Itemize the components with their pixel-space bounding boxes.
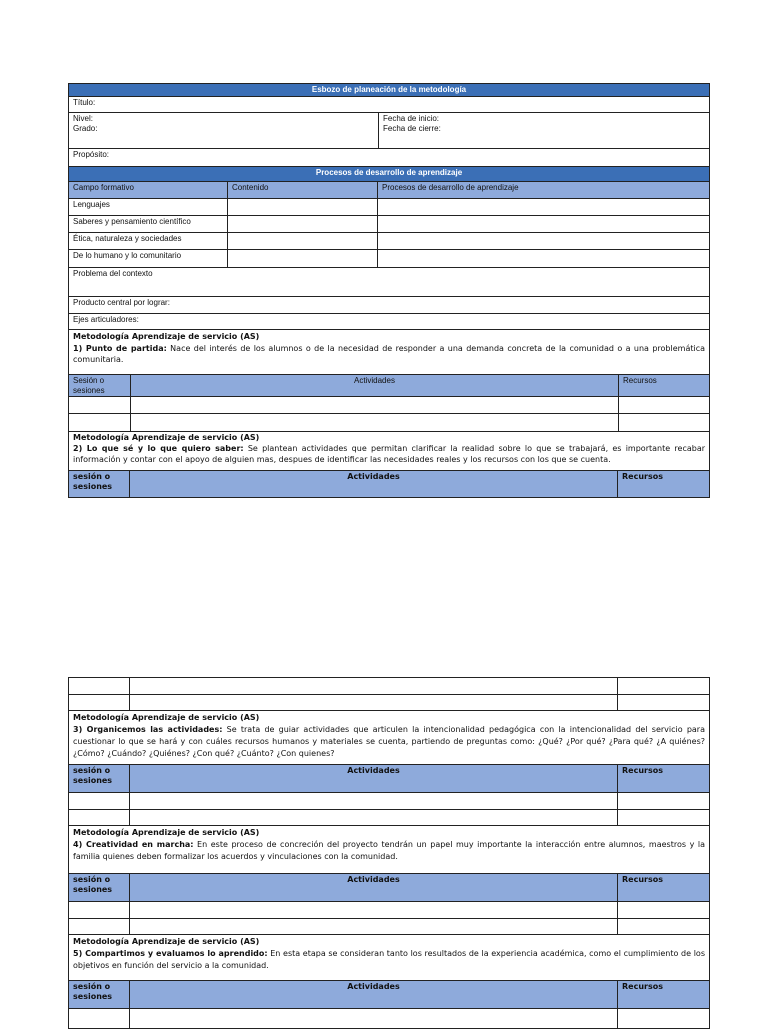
col-sesion: sesión o sesiones <box>69 765 130 792</box>
ejes-field[interactable]: Ejes articuladores: <box>73 315 139 324</box>
col-procesos: Procesos de desarrollo de aprendizaje <box>382 183 519 192</box>
recursos-cell[interactable] <box>619 414 709 431</box>
campo-humano: De lo humano y lo comunitario <box>69 250 228 267</box>
col-recursos: Recursos <box>623 376 657 385</box>
table-row <box>68 793 710 810</box>
fechas-cell[interactable] <box>379 113 709 148</box>
phase-3-columns-row <box>68 765 710 793</box>
actividades-cell[interactable] <box>130 919 618 934</box>
phase-4-description <box>68 826 710 874</box>
recursos-cell[interactable] <box>618 695 709 710</box>
metodologia-title: Metodología Aprendizaje de servicio (AS) <box>73 433 260 442</box>
producto-field[interactable]: Producto central por lograr: <box>73 298 170 307</box>
campo-row <box>68 199 710 216</box>
titulo-field[interactable]: Título: <box>73 98 96 107</box>
sesion-cell[interactable] <box>69 695 130 710</box>
phase-1-title: 1) Punto de partida: <box>73 343 167 353</box>
proposito-row <box>68 149 710 167</box>
phase-5-title: 5) Compartimos y evaluamos lo aprendido: <box>73 949 268 958</box>
phase-1-description <box>68 330 710 375</box>
problema-field[interactable]: Problema del contexto <box>73 269 153 278</box>
contenido-cell[interactable] <box>228 250 378 267</box>
phase-4-title: 4) Creatividad en marcha: <box>73 840 194 849</box>
actividades-cell[interactable] <box>130 902 618 918</box>
nivel-grado-cell[interactable] <box>69 113 379 148</box>
phase-5-text: En esta etapa se consideran tanto los resultados de la experiencia académica, como el cumplimiento de los objetivos en función del servicio a la comunidad. <box>73 949 705 970</box>
contenido-cell[interactable] <box>228 216 378 232</box>
proposito-field[interactable]: Propósito: <box>73 150 110 159</box>
sesion-cell[interactable] <box>69 793 130 809</box>
table-row <box>68 902 710 919</box>
recursos-cell[interactable] <box>619 397 709 413</box>
planning-form-page-1 <box>68 83 710 498</box>
col-actividades: Actividades <box>130 874 618 901</box>
table-row <box>68 397 710 414</box>
form-header-text: Esbozo de planeación de la metodología <box>311 85 467 94</box>
col-recursos: Recursos <box>622 766 663 775</box>
form-header <box>68 83 710 97</box>
procesos-header <box>68 167 710 182</box>
phase-2-columns-row <box>68 471 710 498</box>
nivel-label: Nivel: <box>73 114 94 123</box>
sesion-cell[interactable] <box>69 678 130 694</box>
campo-row <box>68 233 710 250</box>
col-actividades: Actividades <box>130 981 618 1008</box>
procesos-cell[interactable] <box>378 250 709 267</box>
procesos-cell[interactable] <box>378 233 709 249</box>
table-row <box>68 919 710 935</box>
col-campo-formativo: Campo formativo <box>69 182 228 198</box>
sesion-cell[interactable] <box>69 397 131 413</box>
procesos-cell[interactable] <box>378 199 709 215</box>
col-sesion: sesión o sesiones <box>69 471 130 497</box>
metodologia-title: Metodología Aprendizaje de servicio (AS) <box>73 332 260 341</box>
actividades-cell[interactable] <box>130 678 618 694</box>
phase-5-columns-row <box>68 981 710 1009</box>
phase-3-description <box>68 711 710 765</box>
table-row <box>68 810 710 826</box>
col-recursos: Recursos <box>622 875 663 884</box>
actividades-cell[interactable] <box>131 414 619 431</box>
campo-row <box>68 216 710 233</box>
actividades-cell[interactable] <box>130 793 618 809</box>
table-row <box>68 695 710 711</box>
campos-columns-row <box>68 182 710 199</box>
nivel-grado-row <box>68 113 710 149</box>
campo-row <box>68 250 710 268</box>
recursos-cell[interactable] <box>618 793 709 809</box>
actividades-cell[interactable] <box>130 695 618 710</box>
procesos-cell[interactable] <box>378 216 709 232</box>
col-recursos: Recursos <box>622 472 663 481</box>
actividades-cell[interactable] <box>131 397 619 413</box>
contenido-cell[interactable] <box>228 199 378 215</box>
recursos-cell[interactable] <box>618 678 709 694</box>
phase-4-text: En este proceso de concreción del proyecto tendrán un papel muy importante la interacción entre alumnos, maestros y la familia quienes deben formalizar los acuerdos y vinculaciones con la comunidad. <box>73 840 705 861</box>
recursos-cell[interactable] <box>618 919 709 934</box>
col-actividades: Actividades <box>131 375 619 396</box>
phase-2-title: 2) Lo que sé y lo que quiero saber: <box>73 443 244 453</box>
problema-row <box>68 268 710 297</box>
contenido-cell[interactable] <box>228 233 378 249</box>
phase-1-text: Nace del interés de los alumnos o de la necesidad de responder a una demanda concreta de la comunidad o a una problemática comunitaria. <box>73 343 706 365</box>
table-row <box>68 414 710 432</box>
recursos-cell[interactable] <box>618 902 709 918</box>
phase-3-title: 3) Organicemos las actividades: <box>73 725 223 734</box>
procesos-header-text: Procesos de desarrollo de aprendizaje <box>315 168 463 177</box>
sesion-cell[interactable] <box>69 1009 130 1028</box>
metodologia-title: Metodología Aprendizaje de servicio (AS) <box>73 937 260 946</box>
campo-lenguajes: Lenguajes <box>69 199 228 215</box>
sesion-cell[interactable] <box>69 902 130 918</box>
planning-form-page-2 <box>68 677 710 1029</box>
phase-4-columns-row <box>68 874 710 902</box>
sesion-cell[interactable] <box>69 414 131 431</box>
col-sesion: sesión o sesiones <box>69 874 130 901</box>
ejes-row <box>68 314 710 330</box>
metodologia-title: Metodología Aprendizaje de servicio (AS) <box>73 713 260 722</box>
recursos-cell[interactable] <box>618 810 709 825</box>
producto-row <box>68 297 710 314</box>
col-contenido: Contenido <box>228 182 378 198</box>
col-actividades: Actividades <box>130 765 618 792</box>
table-row <box>68 677 710 695</box>
actividades-cell[interactable] <box>130 810 618 825</box>
table-row <box>68 1009 710 1029</box>
sesion-cell[interactable] <box>69 810 130 825</box>
phase-2-description <box>68 432 710 471</box>
phase-2-text: Se plantean actividades que permitan clarificar la realidad sobre lo que se trabajará, es importante recabar información y contar con el apoyo de alguien mas, despues de identificar las necesidades reales y los recursos con los que se cuenta. <box>73 443 706 464</box>
actividades-cell[interactable] <box>130 1009 618 1028</box>
recursos-cell[interactable] <box>618 1009 709 1028</box>
phase-1-columns-row <box>68 375 710 397</box>
campo-saberes: Saberes y pensamiento científico <box>69 216 228 232</box>
campo-etica: Ética, naturaleza y sociedades <box>69 233 228 249</box>
titulo-row <box>68 97 710 113</box>
col-recursos: Recursos <box>622 982 663 991</box>
fecha-inicio-label: Fecha de inicio: <box>383 114 440 123</box>
col-sesion: sesión o sesiones <box>69 981 130 1008</box>
col-sesion: Sesión o sesiones <box>69 375 131 396</box>
phase-5-description <box>68 935 710 981</box>
sesion-cell[interactable] <box>69 919 130 934</box>
grado-label: Grado: <box>73 123 98 133</box>
fecha-cierre-label: Fecha de cierre: <box>383 123 441 133</box>
phase-3-text: Se trata de guiar actividades que articulen la intencionalidad pedagógica con la intencionalidad del servicio para cuestionar lo que se hará y con cuáles recursos humanos y materiales se cuenta, partiendo de preguntas como: ¿Qué? ¿Por qué? ¿Para qué? ¿A quiénes? ¿Cómo? ¿Cuándo? ¿Quiénes? ¿Con qué? ¿Cuánto? ¿Con quienes? <box>73 725 706 758</box>
metodologia-title: Metodología Aprendizaje de servicio (AS) <box>73 828 260 837</box>
col-actividades: Actividades <box>130 471 618 497</box>
